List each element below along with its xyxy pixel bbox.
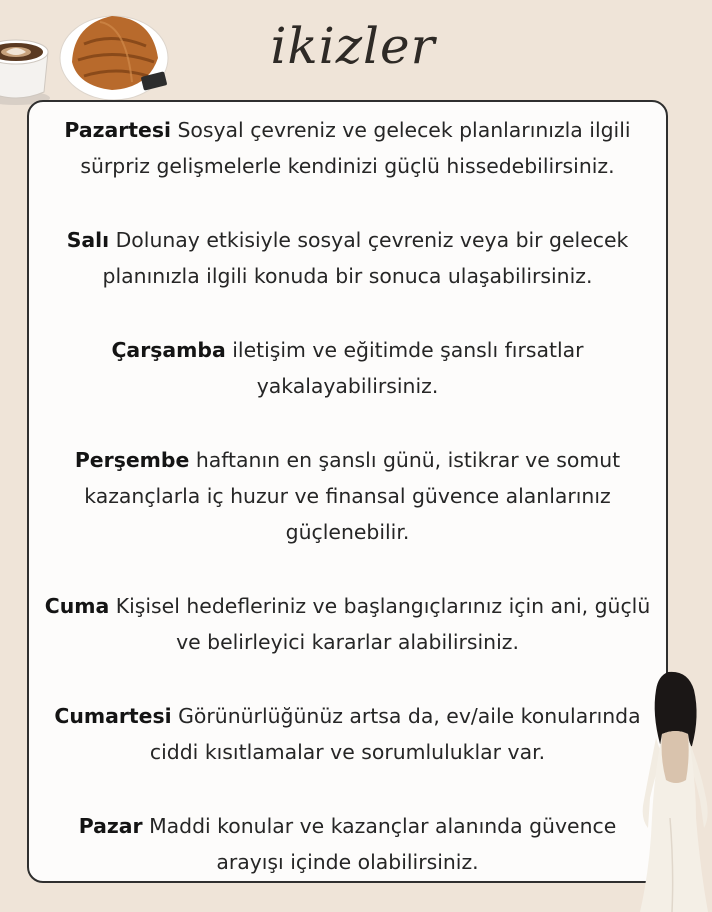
day-text: Maddi konular ve kazançlar alanında güvence arayışı içinde olabilirsiniz. (149, 814, 617, 874)
page-title: ikizler (270, 17, 436, 75)
day-name: Cuma (44, 594, 110, 618)
croissant-icon (56, 4, 170, 102)
day-text: Sosyal çevreniz ve gelecek planlarınızla ilgili sürpriz gelişmelerle kendinizi güçlü hissedebilirsiniz. (80, 118, 631, 178)
day-name: Perşembe (74, 448, 190, 472)
day-text: Görünürlüğünüz artsa da, ev/aile konularında ciddi kısıtlamalar ve sorumluluklar var. (149, 704, 641, 764)
day-name: Cumartesi (54, 704, 172, 728)
day-entry-persembe (43, 442, 652, 550)
day-text: Dolunay etkisiyle sosyal çevreniz veya bir gelecek planınızla ilgili konuda bir sonuca ulaşabilirsiniz. (102, 228, 629, 288)
day-entry-cumartesi (43, 698, 652, 770)
day-name: Salı (66, 228, 110, 252)
day-name: Pazartesi (64, 118, 171, 142)
day-entry-carsamba (43, 332, 652, 404)
woman-figure-icon (630, 668, 712, 912)
day-entry-sali (43, 222, 652, 294)
horoscope-card (27, 100, 668, 883)
day-text: haftanın en şanslı günü, istikrar ve somut kazançlarla iç huzur ve finansal güvence alanlarınız güçlenebilir. (84, 448, 621, 544)
day-entry-pazar (43, 808, 652, 880)
day-entry-cuma (43, 588, 652, 660)
day-name: Pazar (78, 814, 143, 838)
day-name: Çarşamba (111, 338, 226, 362)
day-entry-pazartesi (43, 112, 652, 184)
day-text: Kişisel hedefleriniz ve başlangıçlarınız için ani, güçlü ve belirleyici kararlar alabilirsiniz. (115, 594, 651, 654)
day-text: iletişim ve eğitimde şanslı fırsatlar yakalayabilirsiniz. (232, 338, 584, 398)
coffee-cup-icon (0, 30, 52, 106)
